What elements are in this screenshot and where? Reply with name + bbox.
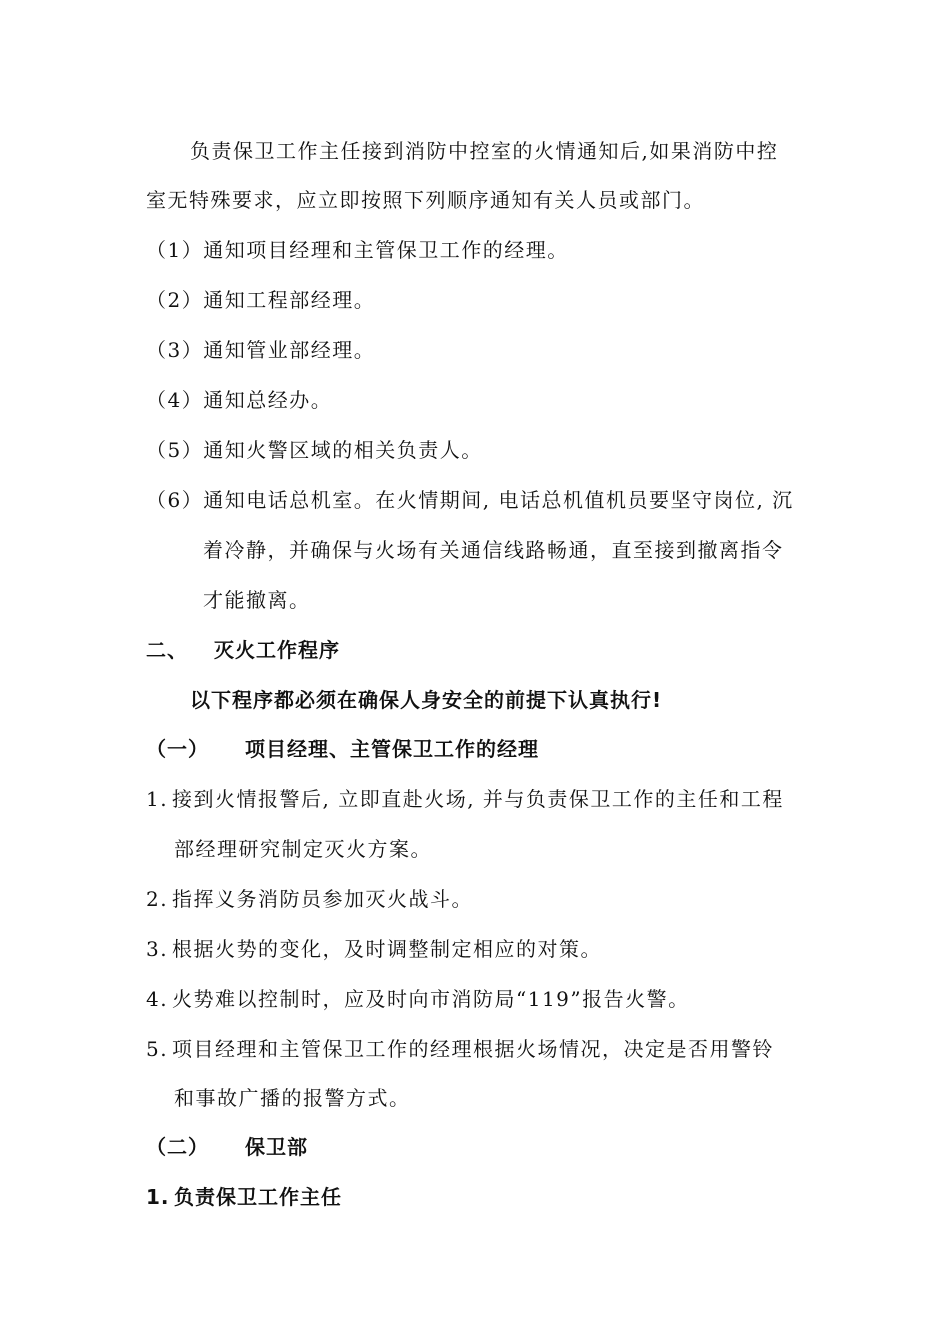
notify-item-5	[146, 437, 483, 463]
subsection-1-number: （一）	[146, 737, 209, 761]
list-text: 通知工程部经理。	[203, 288, 376, 312]
list-text: 通知电话总机室。在火情期间, 电话总机值机员要坚守岗位, 沉	[203, 488, 794, 512]
subsection-2-number: （二）	[146, 1135, 209, 1159]
list-number: 1.	[146, 787, 169, 811]
list-text: 负责保卫工作主任	[174, 1185, 342, 1209]
list-number: （1）	[146, 238, 204, 262]
list-text: 根据火势的变化，及时调整制定相应的对策。	[172, 937, 602, 961]
step-2	[146, 886, 473, 912]
intro-line-2: 室无特殊要求，应立即按照下列顺序通知有关人员或部门。	[146, 188, 705, 212]
list-number: （4）	[146, 388, 204, 412]
section-2-title: 灭火工作程序	[214, 638, 340, 662]
notify-item-1	[146, 237, 569, 263]
subsection-2-item-1	[146, 1184, 342, 1210]
notify-item-6	[146, 487, 794, 513]
section-2-number: 二、	[146, 638, 188, 662]
notify-item-2	[146, 287, 375, 313]
subsection-1-title: 项目经理、主管保卫工作的经理	[245, 737, 539, 761]
notify-item-3	[146, 337, 375, 363]
step-1	[146, 786, 784, 812]
list-number: （5）	[146, 438, 204, 462]
intro-line-1: 负责保卫工作主任接到消防中控室的火情通知后,如果消防中控	[190, 139, 779, 163]
list-number: （2）	[146, 288, 204, 312]
notify-item-4	[146, 387, 332, 413]
list-text: 通知管业部经理。	[203, 338, 376, 362]
list-number: （3）	[146, 338, 204, 362]
list-number: 3.	[146, 937, 169, 961]
list-number: （6）	[146, 488, 204, 512]
list-text: 指挥义务消防员参加灭火战斗。	[172, 887, 473, 911]
list-text: 项目经理和主管保卫工作的经理根据火场情况，决定是否用警铃	[172, 1037, 774, 1061]
list-number: 5.	[146, 1037, 169, 1061]
step-4	[146, 986, 690, 1012]
notify-item-6-cont-1: 着冷静，并确保与火场有关通信线路畅通，直至接到撤离指令	[203, 538, 784, 562]
list-text: 通知总经办。	[203, 388, 333, 412]
subsection-2-title: 保卫部	[245, 1135, 308, 1159]
step-5-cont: 和事故广播的报警方式。	[174, 1086, 411, 1110]
list-number: 1.	[146, 1185, 170, 1209]
list-number: 4.	[146, 987, 169, 1011]
list-text: 接到火情报警后, 立即直赴火场, 并与负责保卫工作的主任和工程	[172, 787, 784, 811]
step-3	[146, 936, 602, 962]
list-text: 通知火警区域的相关负责人。	[203, 438, 483, 462]
step-5	[146, 1036, 774, 1062]
notify-item-6-cont-2: 才能撤离。	[203, 588, 311, 612]
section-2-note: 以下程序都必须在确保人身安全的前提下认真执行!	[190, 688, 663, 712]
list-number: 2.	[146, 887, 169, 911]
list-text: 通知项目经理和主管保卫工作的经理。	[203, 238, 569, 262]
step-1-cont: 部经理研究制定灭火方案。	[174, 837, 432, 861]
list-text: 火势难以控制时，应及时向市消防局“119”报告火警。	[172, 987, 690, 1011]
